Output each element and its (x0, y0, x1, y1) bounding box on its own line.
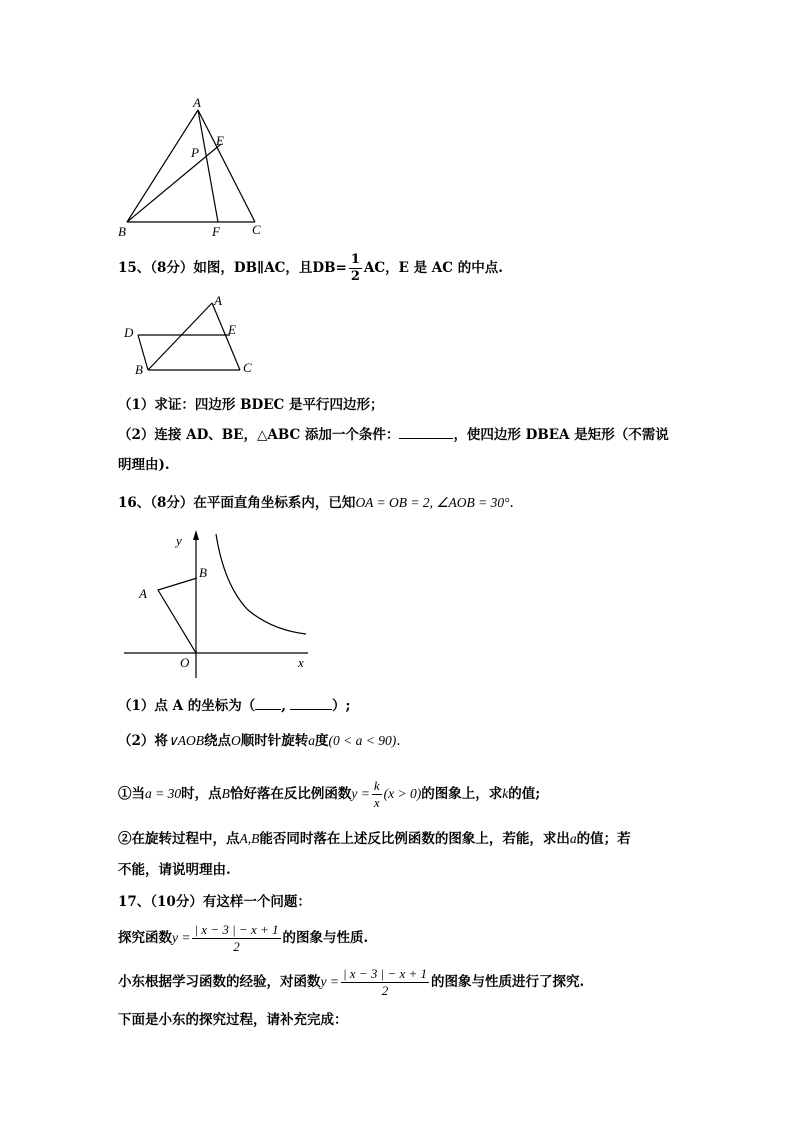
q15-part1: （1）求证：四边形 BDEC 是平行四边形； (118, 397, 384, 413)
label-A: A (139, 586, 147, 601)
label-y: y (176, 533, 182, 548)
label-x: x (298, 655, 304, 670)
answer-blank-2[interactable] (290, 709, 332, 710)
label-B: B (118, 224, 126, 239)
q17-line3: 下面是小东的探究过程，请补充完成： (118, 1012, 348, 1028)
q15-part2-cont: 明理由). (118, 457, 170, 473)
answer-blank-1[interactable] (255, 709, 281, 710)
q16-sub2: ②在旋转过程中，点A,B能否同时落在上述反比例函数的图象上，若能，求出a的值；若 (118, 831, 631, 847)
answer-blank[interactable] (399, 438, 453, 439)
q17-statement: 17、（10分）有这样一个问题： (118, 894, 311, 910)
q16-sub1: ①当a = 30时，点B恰好落在反比例函数y = $\frac{k}{x}$ (x > 0)的图象上，求k的值; (118, 778, 541, 810)
label-B: B (199, 565, 207, 580)
label-E: E (228, 322, 236, 337)
q16-sub2-cont: 不能，请说明理由. (118, 862, 231, 878)
label-C: C (252, 222, 261, 237)
label-C: C (243, 360, 252, 375)
label-D: D (124, 325, 134, 340)
label-F: F (212, 224, 220, 239)
q15-statement: 15、（8分）如图，DB∥AC，且DB= $\frac{1}{2}$ AC，E 是 AC 的中点. (118, 252, 503, 284)
label-E: E (216, 133, 224, 148)
q17-line2: 小东根据学习函数的经验，对函数y = $\frac{| x - 3 | - x + 1}{2}$ 的图象与性质进行了探究. (118, 966, 585, 998)
q15-part2: （2）连接 AD、BE，△ABC 添加一个条件： ，使四边形 DBEA 是矩形（不需说 (118, 427, 669, 443)
q17-line1: 探究函数y = $\frac{| x - 3 | - x + 1}{2}$ 的图象与性质. (118, 922, 369, 954)
label-A: A (214, 293, 222, 308)
q16-part1: （1）点 A 的坐标为（ , ）; (118, 698, 351, 714)
q16-part2: （2）将∨AOB绕点O顺时针旋转a度(0 < a < 90). (118, 733, 401, 749)
label-P: P (191, 145, 199, 160)
label-B: B (135, 362, 143, 377)
label-A: A (193, 95, 201, 110)
q16-statement: 16、（8分）在平面直角坐标系内，已知OA = OB = 2, ∠AOB = 30°. (118, 495, 514, 511)
label-O: O (180, 655, 190, 670)
